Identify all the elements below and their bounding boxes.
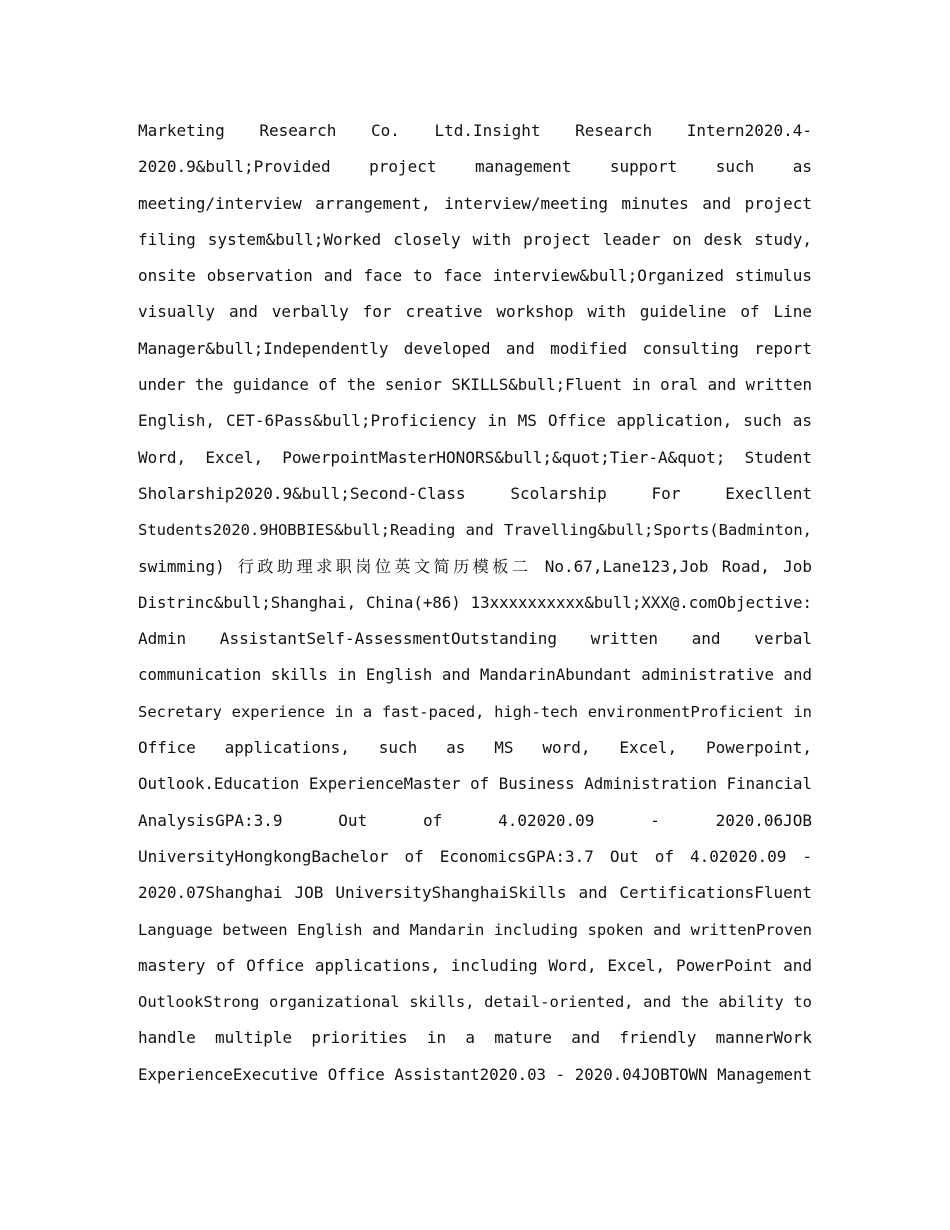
- text-line: Marketing Research Co. Ltd.Insight Research Intern2020.4-: [138, 121, 812, 140]
- text-line: visually and verbally for creative workshop with guideline of Line: [138, 302, 812, 322]
- text-line: Language between English and Mandarin including spoken and writtenProven: [138, 920, 812, 939]
- text-line: 2020.9&bull;Provided project management support such as: [138, 157, 812, 177]
- text-line: filing system&bull;Worked closely with project leader on desk study,: [138, 229, 812, 249]
- text-line: Manager&bull;Independently developed and modified consulting report: [138, 338, 812, 358]
- text-line: communication skills in English and MandarinAbundant administrative and: [138, 665, 812, 685]
- text-line: Distrinc&bull;Shanghai, China(+86) 13xxxxxxxxxx&bull;XXX@.comObjective:: [138, 592, 812, 612]
- text-line: Admin AssistantSelf-AssessmentOutstanding written and verbal: [138, 629, 812, 649]
- text-line: handle multiple priorities in a mature and friendly mannerWork: [138, 1028, 812, 1048]
- text-line: Students2020.9HOBBIES&bull;Reading and Travelling&bull;Sports(Badminton,: [138, 521, 812, 540]
- text-line: under the guidance of the senior SKILLS&bull;Fluent in oral and written: [138, 375, 812, 395]
- text-line: swimming) 行政助理求职岗位英文简历模板二 No.67,Lane123,Job Road, Job: [138, 556, 812, 576]
- text-line: onsite observation and face to face interview&bull;Organized stimulus: [138, 266, 812, 286]
- text-line: Outlook.Education ExperienceMaster of Business Administration Financial: [138, 774, 812, 794]
- resume-body-text: [138, 113, 812, 1093]
- text-line: English, CET-6Pass&bull;Proficiency in MS Office application, such as: [138, 411, 812, 431]
- text-line: AnalysisGPA:3.9 Out of 4.02020.09 - 2020.06JOB: [138, 810, 812, 830]
- text-line: mastery of Office applications, including Word, Excel, PowerPoint and: [138, 955, 812, 975]
- text-line: meeting/interview arrangement, interview/meeting minutes and project: [138, 193, 812, 213]
- text-line: UniversityHongkongBachelor of EconomicsGPA:3.7 Out of 4.02020.09 -: [138, 846, 812, 866]
- text-line: Word, Excel, PowerpointMasterHONORS&bull;&quot;Tier-A&quot; Student: [138, 447, 812, 467]
- text-line: ExperienceExecutive Office Assistant2020.03 - 2020.04JOBTOWN Management: [138, 1064, 812, 1084]
- text-line: Sholarship2020.9&bull;Second-Class Scolarship For Execllent: [138, 483, 812, 503]
- text-line: Office applications, such as MS word, Excel, Powerpoint,: [138, 738, 812, 758]
- text-line: OutlookStrong organizational skills, detail-oriented, and the ability to: [138, 993, 812, 1012]
- text-line: Secretary experience in a fast-paced, high-tech environmentProficient in: [138, 702, 812, 721]
- text-line: 2020.07Shanghai JOB UniversityShanghaiSkills and CertificationsFluent: [138, 883, 812, 903]
